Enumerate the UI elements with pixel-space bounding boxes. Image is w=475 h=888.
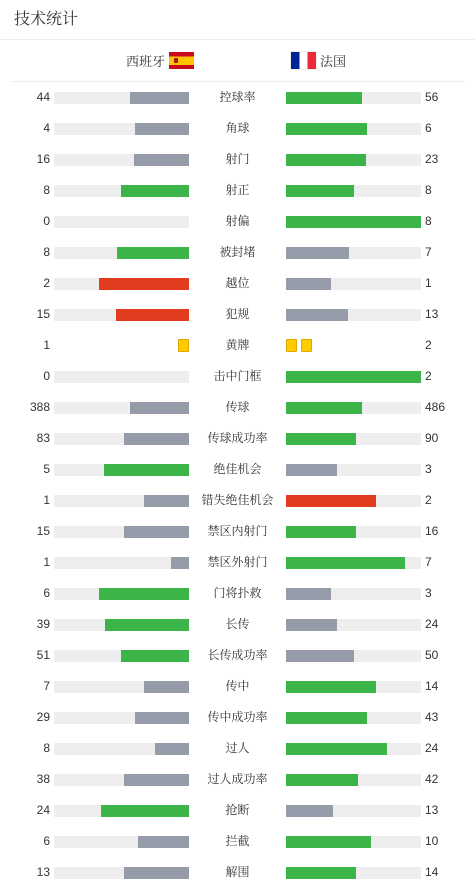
- stat-label: 传球: [225, 400, 250, 414]
- away-bar-fill: [286, 805, 333, 817]
- away-bar-track: [286, 836, 421, 848]
- home-bar-track: [54, 836, 189, 848]
- away-bar-track: [286, 92, 421, 104]
- stat-label: 过人成功率: [207, 772, 268, 786]
- away-bar-track: [286, 433, 421, 445]
- home-value: 29: [36, 710, 50, 724]
- home-bar-track: [54, 650, 189, 662]
- home-value: 15: [36, 307, 50, 321]
- home-value: 44: [36, 90, 50, 104]
- stat-row: [0, 113, 475, 144]
- home-bar-track: [54, 309, 189, 321]
- away-team-name: 法国: [320, 54, 347, 69]
- stat-row: [0, 237, 475, 268]
- away-value: 7: [425, 245, 432, 259]
- away-bar-track: [286, 681, 421, 693]
- away-bar-track: [286, 867, 421, 879]
- away-bar-track: [286, 650, 421, 662]
- home-bar-fill: [124, 433, 189, 445]
- away-bar-track: [286, 588, 421, 600]
- home-value: 6: [43, 586, 50, 600]
- home-team: [126, 40, 194, 81]
- away-value: 3: [425, 462, 432, 476]
- home-bar-fill: [99, 588, 189, 600]
- home-yellow-cards: [0, 339, 190, 352]
- away-bar-fill: [286, 681, 376, 693]
- stat-row: [0, 299, 475, 330]
- stat-row: [0, 330, 475, 361]
- spain-flag-icon: [169, 52, 194, 69]
- home-bar-track: [54, 805, 189, 817]
- home-bar-fill: [171, 557, 189, 569]
- france-flag-icon: [291, 52, 316, 69]
- away-bar-track: [286, 371, 421, 383]
- home-value: 5: [43, 462, 50, 476]
- stat-row: [0, 516, 475, 547]
- away-bar-fill: [286, 433, 356, 445]
- away-value: 2: [425, 493, 432, 507]
- away-bar-track: [286, 216, 421, 228]
- home-bar-fill: [135, 712, 189, 724]
- home-value: 83: [36, 431, 50, 445]
- away-value: 8: [425, 214, 432, 228]
- stat-label: 过人: [225, 741, 250, 755]
- home-value: 51: [36, 648, 50, 662]
- away-value: 13: [425, 803, 439, 817]
- stat-label: 角球: [225, 121, 250, 135]
- home-bar-track: [54, 712, 189, 724]
- stat-row: [0, 609, 475, 640]
- stat-row: [0, 268, 475, 299]
- stat-row: [0, 764, 475, 795]
- home-team-name: 西班牙: [126, 54, 166, 69]
- away-bar-track: [286, 309, 421, 321]
- home-bar-track: [54, 278, 189, 290]
- stat-row: [0, 857, 475, 888]
- away-bar-fill: [286, 743, 387, 755]
- home-bar-fill: [130, 92, 189, 104]
- home-value: 16: [36, 152, 50, 166]
- stat-label: 被封堵: [219, 245, 256, 259]
- home-bar-fill: [135, 123, 189, 135]
- away-bar-fill: [286, 650, 354, 662]
- stat-row: [0, 795, 475, 826]
- away-value: 1: [425, 276, 432, 290]
- home-bar-track: [54, 681, 189, 693]
- away-value: 3: [425, 586, 432, 600]
- away-value: 50: [425, 648, 439, 662]
- stats-list: [0, 82, 475, 888]
- home-bar-fill: [130, 402, 189, 414]
- stat-row: [0, 206, 475, 237]
- home-bar-fill: [99, 278, 189, 290]
- stat-row: [0, 144, 475, 175]
- stat-row: [0, 82, 475, 113]
- home-bar-track: [54, 123, 189, 135]
- away-bar-fill: [286, 154, 366, 166]
- stat-label: 犯规: [225, 307, 250, 321]
- away-bar-track: [286, 402, 421, 414]
- away-bar-track: [286, 712, 421, 724]
- away-value: 90: [425, 431, 439, 445]
- home-bar-track: [54, 92, 189, 104]
- home-bar-fill: [138, 836, 189, 848]
- home-bar-track: [54, 743, 189, 755]
- away-value: 42: [425, 772, 439, 786]
- stat-row: [0, 361, 475, 392]
- home-bar-fill: [144, 495, 189, 507]
- away-value: 13: [425, 307, 439, 321]
- stat-row: [0, 454, 475, 485]
- home-bar-track: [54, 433, 189, 445]
- home-value: 39: [36, 617, 50, 631]
- home-value: 8: [43, 183, 50, 197]
- home-value: 1: [43, 493, 50, 507]
- stat-row: [0, 702, 475, 733]
- away-bar-track: [286, 557, 421, 569]
- away-bar-fill: [286, 836, 371, 848]
- away-value: 43: [425, 710, 439, 724]
- away-bar-fill: [286, 774, 358, 786]
- home-bar-fill: [121, 185, 189, 197]
- home-value: 0: [43, 214, 50, 228]
- home-bar-track: [54, 557, 189, 569]
- home-bar-fill: [121, 650, 189, 662]
- home-bar-fill: [101, 805, 189, 817]
- stat-label: 射正: [225, 183, 250, 197]
- away-value: 24: [425, 741, 439, 755]
- stat-row: [0, 578, 475, 609]
- stat-label: 长传成功率: [207, 648, 268, 662]
- home-bar-track: [54, 185, 189, 197]
- away-bar-fill: [286, 464, 337, 476]
- home-value: 13: [36, 865, 50, 879]
- away-value: 23: [425, 152, 439, 166]
- stat-row: [0, 485, 475, 516]
- away-bar-track: [286, 185, 421, 197]
- home-bar-fill: [117, 247, 189, 259]
- stat-label: 错失绝佳机会: [201, 493, 274, 507]
- away-value: 16: [425, 524, 439, 538]
- stat-label: 射门: [225, 152, 250, 166]
- home-value: 4: [43, 121, 50, 135]
- away-bar-fill: [286, 216, 421, 228]
- stat-label: 越位: [225, 276, 250, 290]
- home-bar-fill: [155, 743, 189, 755]
- stat-label: 射偏: [225, 214, 250, 228]
- home-bar-track: [54, 371, 189, 383]
- away-bar-track: [286, 123, 421, 135]
- page-title-text: 技术统计: [14, 11, 79, 28]
- stat-label: 抢断: [225, 803, 250, 817]
- stat-row: [0, 547, 475, 578]
- away-bar-fill: [286, 185, 354, 197]
- away-bar-track: [286, 805, 421, 817]
- home-bar-track: [54, 402, 189, 414]
- yellow-card-icon: [178, 339, 189, 352]
- away-value: 7: [425, 555, 432, 569]
- away-bar-track: [286, 154, 421, 166]
- stat-label: 传中: [225, 679, 250, 693]
- home-bar-fill: [124, 526, 189, 538]
- home-bar-track: [54, 588, 189, 600]
- stat-row: [0, 175, 475, 206]
- home-value: 7: [43, 679, 50, 693]
- home-value: 8: [43, 245, 50, 259]
- stat-label: 禁区外射门: [207, 555, 268, 569]
- away-bar-track: [286, 774, 421, 786]
- home-bar-fill: [116, 309, 189, 321]
- away-bar-fill: [286, 867, 356, 879]
- away-value: 486: [425, 400, 446, 414]
- away-bar-fill: [286, 526, 356, 538]
- away-value: 2: [425, 338, 432, 352]
- away-value: 14: [425, 679, 439, 693]
- home-bar-track: [54, 216, 189, 228]
- away-bar-track: [286, 278, 421, 290]
- home-bar-track: [54, 867, 189, 879]
- away-bar-track: [286, 526, 421, 538]
- stat-label: 绝佳机会: [213, 462, 262, 476]
- teams-header: [10, 40, 465, 82]
- away-value: 56: [425, 90, 439, 104]
- away-value: 10: [425, 834, 439, 848]
- home-bar-track: [54, 774, 189, 786]
- away-bar-fill: [286, 712, 367, 724]
- home-value: 1: [43, 555, 50, 569]
- away-bar-fill: [286, 619, 337, 631]
- home-value: 2: [43, 276, 50, 290]
- yellow-card-icon: [286, 339, 297, 352]
- stat-row: [0, 392, 475, 423]
- home-value: 38: [36, 772, 50, 786]
- stat-label: 禁区内射门: [207, 524, 268, 538]
- away-value: 2: [425, 369, 432, 383]
- away-bar-fill: [286, 309, 348, 321]
- away-value: 24: [425, 617, 439, 631]
- away-bar-track: [286, 619, 421, 631]
- away-team: [291, 40, 346, 81]
- home-value: 24: [36, 803, 50, 817]
- away-bar-fill: [286, 123, 367, 135]
- page-title: [0, 0, 475, 40]
- home-value: 15: [36, 524, 50, 538]
- home-value: 0: [43, 369, 50, 383]
- home-bar-fill: [124, 774, 189, 786]
- away-bar-track: [286, 743, 421, 755]
- away-bar-track: [286, 495, 421, 507]
- away-bar-track: [286, 247, 421, 259]
- away-yellow-cards: [286, 339, 421, 352]
- stat-label: 门将扑救: [213, 586, 262, 600]
- away-value: 8: [425, 183, 432, 197]
- away-bar-fill: [286, 557, 405, 569]
- stat-row: [0, 733, 475, 764]
- away-value: 14: [425, 865, 439, 879]
- away-value: 6: [425, 121, 432, 135]
- stat-row: [0, 423, 475, 454]
- away-bar-fill: [286, 495, 376, 507]
- home-bar-track: [54, 526, 189, 538]
- stat-label: 解围: [225, 865, 250, 879]
- home-bar-track: [54, 464, 189, 476]
- home-bar-track: [54, 619, 189, 631]
- stat-row: [0, 671, 475, 702]
- home-bar-track: [54, 154, 189, 166]
- stat-label: 控球率: [219, 90, 256, 104]
- home-value: 6: [43, 834, 50, 848]
- away-bar-fill: [286, 278, 331, 290]
- home-bar-fill: [104, 464, 189, 476]
- stat-label: 击中门框: [213, 369, 262, 383]
- away-bar-fill: [286, 588, 331, 600]
- away-bar-fill: [286, 92, 362, 104]
- stat-label: 拦截: [225, 834, 250, 848]
- stat-label: 黄牌: [225, 338, 250, 352]
- home-bar-fill: [144, 681, 189, 693]
- home-bar-fill: [124, 867, 189, 879]
- stat-row: [0, 640, 475, 671]
- away-bar-fill: [286, 402, 362, 414]
- away-bar-fill: [286, 371, 421, 383]
- home-value: 8: [43, 741, 50, 755]
- away-bar-fill: [286, 247, 349, 259]
- away-bar-track: [286, 464, 421, 476]
- home-bar-fill: [134, 154, 189, 166]
- stat-label: 传中成功率: [207, 710, 268, 724]
- home-bar-track: [54, 495, 189, 507]
- home-value: 1: [43, 338, 50, 352]
- home-bar-track: [54, 247, 189, 259]
- stat-row: [0, 826, 475, 857]
- home-bar-fill: [105, 619, 189, 631]
- stat-label: 传球成功率: [207, 431, 268, 445]
- stat-label: 长传: [225, 617, 250, 631]
- yellow-card-icon: [301, 339, 312, 352]
- home-value: 388: [29, 400, 50, 414]
